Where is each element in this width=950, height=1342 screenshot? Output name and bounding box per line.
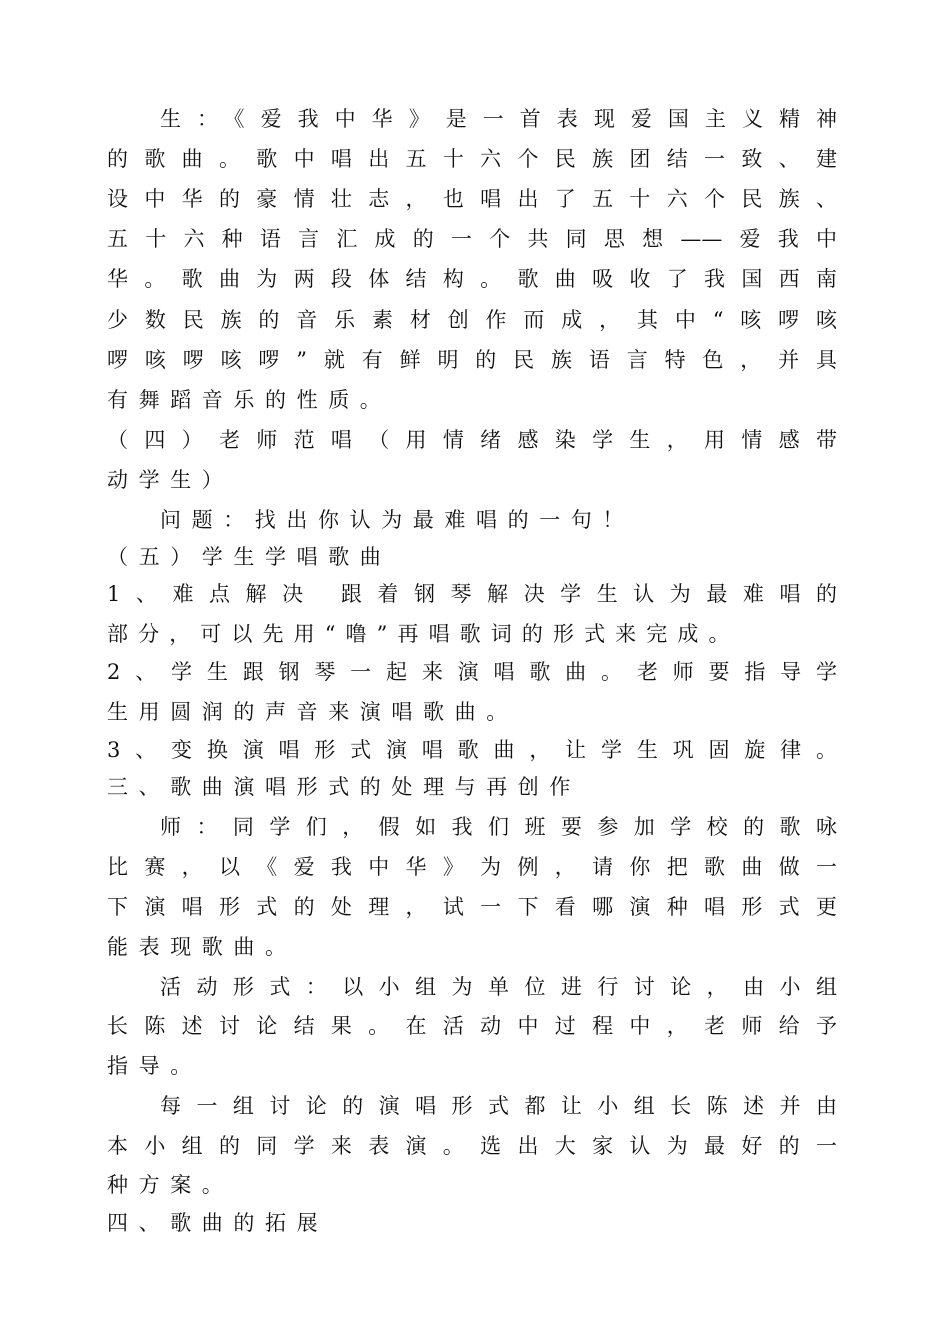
paragraph-line: 五十六种语言汇成的一个共同思想——爱我中 [107,227,837,251]
paragraph-line: 下演唱形式的处理，试一下看哪演种唱形式更 [107,895,837,919]
list-item-line: 生用圆润的声音来演唱歌曲。 [107,700,518,724]
paragraph-line: 生：《爱我中华》是一首表现爱国主义精神 [160,107,837,131]
list-item-line: 1、难点解决 跟着钢琴解决学生认为最难唱的 [107,582,837,606]
section-heading: （五）学生学唱歌曲 [107,545,392,569]
paragraph-line: 能表现歌曲。 [107,935,297,959]
list-item-line: 部分，可以先用“噜”再唱歌词的形式来完成。 [107,622,740,646]
paragraph-line: 啰咳啰咳啰”就有鲜明的民族语言特色，并具 [107,348,837,372]
paragraph-line: 本小组的同学来表演。选出大家认为最好的一 [107,1134,837,1158]
paragraph-line: 的歌曲。歌中唱出五十六个民族团结一致、建 [107,147,837,171]
section-heading: （四）老师范唱（用情绪感染学生，用情感带 [107,428,837,452]
paragraph-line: 少数民族的音乐素材创作而成，其中“咳啰咳 [107,308,837,332]
paragraph-line: 师：同学们，假如我们班要参加学校的歌咏 [160,815,837,839]
paragraph-line: 有舞蹈音乐的性质。 [107,388,392,412]
paragraph-line: 每一组讨论的演唱形式都让小组长陈述并由 [160,1094,837,1118]
paragraph-line: 设中华的豪情壮志，也唱出了五十六个民族、 [107,187,837,211]
question-line: 问题：找出你认为最难唱的一句！ [160,508,634,532]
paragraph-line: 长陈述讨论结果。在活动中过程中，老师给予 [107,1014,837,1038]
paragraph-line: 比赛，以《爱我中华》为例，请你把歌曲做一 [107,855,837,879]
list-item-line: 3、变换演唱形式演唱歌曲，让学生巩固旋律。 [107,738,837,762]
paragraph-line: 动学生） [107,468,234,492]
list-item-line: 2、学生跟钢琴一起来演唱歌曲。老师要指导学 [107,660,837,684]
section-heading: 四、歌曲的拓展 [107,1211,329,1235]
paragraph-line: 华。歌曲为两段体结构。歌曲吸收了我国西南 [107,267,837,291]
paragraph-line: 活动形式：以小组为单位进行讨论，由小组 [160,975,837,999]
paragraph-line: 种方案。 [107,1173,234,1197]
section-heading: 三、歌曲演唱形式的处理与再创作 [107,775,581,799]
paragraph-line: 指导。 [107,1054,202,1078]
